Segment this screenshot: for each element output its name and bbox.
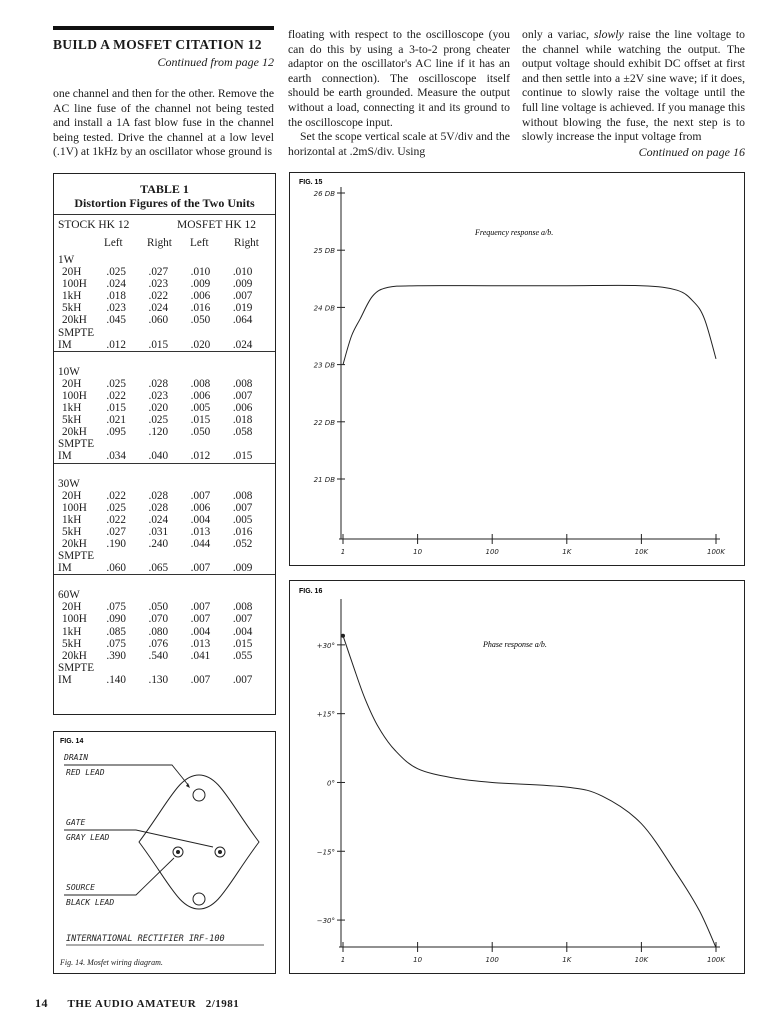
fig14-label: FIG. 14 xyxy=(60,738,84,745)
cell-value: .008 xyxy=(190,377,211,390)
mosfet-wiring-diagram xyxy=(54,732,275,973)
group-separator xyxy=(54,351,275,366)
cell-value: .023 xyxy=(148,389,169,402)
subhead-mosfet-left: Left xyxy=(190,237,209,249)
col3-part-a: only a variac, xyxy=(522,28,594,41)
table-1-box xyxy=(53,173,276,715)
cell-value: .007 xyxy=(190,613,211,626)
cell-value: .018 xyxy=(232,414,253,427)
row-label: IM xyxy=(58,450,72,463)
continued-on: Continued on page 16 xyxy=(638,144,745,159)
mounting-hole-bottom xyxy=(193,893,205,905)
column-2-text xyxy=(288,28,510,159)
headline-rule xyxy=(53,26,274,30)
drain-label: DRAIN xyxy=(64,753,89,762)
cell-value: .022 xyxy=(106,489,126,502)
row-label: IM xyxy=(58,338,72,351)
fig-16-box xyxy=(289,580,745,974)
subhead-stock-left: Left xyxy=(104,237,123,249)
table-row xyxy=(54,514,275,526)
y-tick-label: −30° xyxy=(316,917,335,926)
y-tick-label: 22 DB xyxy=(313,418,335,427)
row-label: 20H xyxy=(62,601,82,614)
col3-part-b: raise the line voltage to the channel while watching the output. The output voltage should exhibit DC offset at first and then settle into a ±2V sine wave; if it does, continue to slowly raise the voltage until the full line voltage is achieved. If you manage this without blowing the fuse, the next step is to slowly increase the input voltage from xyxy=(522,28,746,144)
power-row xyxy=(54,589,275,601)
cell-value: .010 xyxy=(190,266,211,279)
cell-value: .023 xyxy=(148,278,169,291)
cell-value: .015 xyxy=(190,414,211,427)
table-row xyxy=(54,414,275,426)
column-1-text xyxy=(53,87,274,160)
cell-value: .130 xyxy=(148,673,169,686)
cell-value: .095 xyxy=(106,426,126,439)
fig15-title: Frequency response a/b. xyxy=(475,228,554,237)
table-row xyxy=(54,426,275,438)
row-label: 5kH xyxy=(62,637,82,650)
x-tick-label: 1 xyxy=(340,956,346,964)
table-rule xyxy=(54,214,275,215)
smpte-row xyxy=(54,327,275,339)
cell-value: .085 xyxy=(106,625,126,638)
cell-value: .008 xyxy=(232,489,253,502)
table-row xyxy=(54,526,275,538)
x-tick-label: 100K xyxy=(707,548,725,556)
cell-value: .027 xyxy=(106,525,126,538)
cell-value: .140 xyxy=(106,673,126,686)
table-row xyxy=(54,278,275,290)
x-tick-label: 1K xyxy=(562,956,572,964)
table-row xyxy=(54,378,275,390)
row-label: IM xyxy=(58,562,72,575)
fig15-label: FIG. 15 xyxy=(299,179,323,186)
cell-value: .004 xyxy=(190,513,211,526)
power-row xyxy=(54,478,275,490)
part-number-label: INTERNATIONAL RECTIFIER IRF-100 xyxy=(66,934,225,944)
fig14-caption: Fig. 14. Mosfet wiring diagram. xyxy=(60,958,163,967)
cell-value: .015 xyxy=(106,402,126,415)
cell-value: .013 xyxy=(190,637,211,650)
separator-rule xyxy=(54,575,275,590)
group-separator xyxy=(54,575,275,590)
cell-value: .025 xyxy=(148,414,169,427)
x-tick-label: 1K xyxy=(562,548,572,556)
smpte-label: SMPTE xyxy=(58,438,95,451)
group-separator xyxy=(54,463,275,478)
cell-value: .044 xyxy=(190,537,211,550)
cell-value: .540 xyxy=(148,649,169,662)
cell-value: .390 xyxy=(106,649,126,662)
table-row xyxy=(54,613,275,625)
cell-value: .041 xyxy=(190,649,211,662)
smpte-row xyxy=(54,550,275,562)
gate-label: GATE xyxy=(66,818,86,827)
black-lead-label: BLACK LEAD xyxy=(66,898,115,907)
cell-value: .028 xyxy=(148,501,169,514)
mounting-hole-top xyxy=(193,789,205,801)
col2-paragraph-1: floating with respect to the oscilloscope (you can do this by using a 3-to-2 prong cheater adaptor on the oscillator's AC line if it has an earth connection). The oscilloscope itself should be earth grounded. Measure the output without a load, connecting it and its ground to the oscilloscope input. xyxy=(288,28,510,129)
cell-value: .021 xyxy=(106,414,126,427)
cell-value: .015 xyxy=(148,338,169,351)
cell-value: .009 xyxy=(232,562,253,575)
cell-value: .016 xyxy=(190,302,211,315)
cell-value: .020 xyxy=(148,402,169,415)
subhead-mosfet-right: Right xyxy=(234,237,259,249)
x-tick-label: 10 xyxy=(413,548,423,556)
cell-value: .050 xyxy=(190,314,211,327)
table-title: TABLE 1 xyxy=(140,182,189,196)
fig16-series-line xyxy=(343,636,716,948)
cell-value: .007 xyxy=(190,562,211,575)
col3-emphasis: slowly xyxy=(593,28,624,41)
cell-value: .020 xyxy=(190,338,211,351)
smpte-label: SMPTE xyxy=(58,550,95,563)
cell-value: .060 xyxy=(106,562,126,575)
cell-value: .024 xyxy=(232,338,253,351)
subhead-stock-right: Right xyxy=(147,237,172,249)
magazine-name: THE AUDIO AMATEUR xyxy=(67,998,197,1010)
cell-value: .013 xyxy=(190,525,211,538)
row-label: 20kH xyxy=(62,537,87,550)
row-label: 1kH xyxy=(62,290,82,303)
cell-value: .034 xyxy=(106,450,126,463)
column-3-text xyxy=(522,28,745,159)
cell-value: .080 xyxy=(148,625,169,638)
cell-value: .240 xyxy=(148,537,169,550)
x-tick-label: 10 xyxy=(413,956,423,964)
row-label: 5kH xyxy=(62,414,82,427)
im-row xyxy=(54,450,275,463)
fig16-axes xyxy=(317,599,727,964)
cell-value: .024 xyxy=(148,302,169,315)
power-row xyxy=(54,254,275,266)
cell-value: .025 xyxy=(106,377,126,390)
gate-pin-dot xyxy=(176,850,180,854)
cell-value: .007 xyxy=(232,613,253,626)
y-tick-label: 21 DB xyxy=(313,476,335,484)
im-row xyxy=(54,674,275,686)
fig16-title: Phase response a/b. xyxy=(483,640,547,649)
table-row xyxy=(54,402,275,414)
cell-value: .022 xyxy=(106,513,126,526)
cell-value: .008 xyxy=(232,601,253,614)
row-label: 20H xyxy=(62,377,82,390)
cell-value: .007 xyxy=(232,673,253,686)
cell-value: .010 xyxy=(232,266,253,279)
y-tick-label: −15° xyxy=(316,848,335,857)
cell-value: .004 xyxy=(232,625,253,638)
cell-value: .004 xyxy=(190,625,211,638)
separator-rule xyxy=(54,463,275,478)
table-row xyxy=(54,638,275,650)
cell-value: .022 xyxy=(148,290,169,303)
table-row xyxy=(54,601,275,613)
im-row xyxy=(54,339,275,352)
row-label: 5kH xyxy=(62,525,82,538)
cell-value: .012 xyxy=(190,450,211,463)
x-tick-label: 100K xyxy=(707,956,725,964)
y-tick-label: 25 DB xyxy=(313,247,335,256)
row-label: 1kH xyxy=(62,625,82,638)
fig-15-box xyxy=(289,172,745,566)
y-tick-label: 23 DB xyxy=(313,361,335,370)
cell-value: .007 xyxy=(190,601,211,614)
row-label: 1kH xyxy=(62,513,82,526)
x-tick-label: 1 xyxy=(340,548,346,556)
issue-date: 2/1981 xyxy=(205,998,240,1010)
smpte-row xyxy=(54,662,275,674)
cell-value: .024 xyxy=(106,278,126,291)
cell-value: .120 xyxy=(148,426,169,439)
head-mosfet: MOSFET HK 12 xyxy=(177,219,257,231)
power-label: 10W xyxy=(58,365,80,378)
y-tick-label: 0° xyxy=(327,779,335,788)
y-tick-label: +15° xyxy=(316,710,335,719)
gray-lead-label: GRAY LEAD xyxy=(66,833,110,842)
cell-value: .006 xyxy=(190,290,211,303)
cell-value: .019 xyxy=(232,302,253,315)
power-label: 1W xyxy=(58,254,75,266)
cell-value: .009 xyxy=(190,278,211,291)
cell-value: .027 xyxy=(148,266,169,279)
continued-from: Continued from page 12 xyxy=(157,55,274,69)
frequency-response-chart xyxy=(290,173,744,565)
smpte-label: SMPTE xyxy=(58,661,95,674)
row-label: 5kH xyxy=(62,302,82,315)
table-row xyxy=(54,626,275,638)
cell-value: .025 xyxy=(106,266,126,279)
power-row xyxy=(54,366,275,378)
source-pin-dot xyxy=(218,850,222,854)
power-label: 60W xyxy=(58,589,80,602)
cell-value: .007 xyxy=(190,489,211,502)
row-label: 100H xyxy=(62,278,87,291)
cell-value: .090 xyxy=(106,613,126,626)
power-label: 30W xyxy=(58,477,80,490)
table-row xyxy=(54,502,275,514)
table-row xyxy=(54,302,275,314)
fig-14-box xyxy=(53,731,276,974)
cell-value: .076 xyxy=(148,637,169,650)
cell-value: .028 xyxy=(148,377,169,390)
fig15-axes xyxy=(314,187,727,556)
cell-value: .016 xyxy=(232,525,253,538)
cell-value: .052 xyxy=(232,537,253,550)
row-label: IM xyxy=(58,673,72,686)
cell-value: .005 xyxy=(190,402,211,415)
smpte-label: SMPTE xyxy=(58,326,95,339)
row-label: 1kH xyxy=(62,402,82,415)
cell-value: .018 xyxy=(106,290,126,303)
cell-value: .007 xyxy=(232,501,253,514)
cell-value: .015 xyxy=(232,450,253,463)
row-label: 100H xyxy=(62,613,87,626)
cell-value: .065 xyxy=(148,562,169,575)
cell-value: .006 xyxy=(190,389,211,402)
cell-value: .064 xyxy=(232,314,253,327)
fig15-series-line xyxy=(343,285,716,364)
cell-value: .023 xyxy=(106,302,126,315)
cell-value: .058 xyxy=(232,426,253,439)
separator-rule xyxy=(54,351,275,366)
x-tick-label: 10K xyxy=(634,548,649,556)
table-row xyxy=(54,538,275,550)
cell-value: .015 xyxy=(232,637,253,650)
table-row xyxy=(54,390,275,402)
cell-value: .075 xyxy=(106,601,126,614)
row-label: 20kH xyxy=(62,426,87,439)
col2-paragraph-2: Set the scope vertical scale at 5V/div and the horizontal at .2mS/div. Using xyxy=(288,130,510,158)
col3-paragraph xyxy=(522,28,745,145)
im-row xyxy=(54,562,275,575)
cell-value: .045 xyxy=(106,314,126,327)
table-row xyxy=(54,266,275,278)
fig16-label: FIG. 16 xyxy=(299,588,323,595)
cell-value: .006 xyxy=(232,402,253,415)
cell-value: .055 xyxy=(232,649,253,662)
y-tick-label: 24 DB xyxy=(313,304,335,313)
cell-value: .190 xyxy=(106,537,126,550)
table-subtitle: Distortion Figures of the Two Units xyxy=(74,196,255,210)
cell-value: .007 xyxy=(232,389,253,402)
cell-value: .007 xyxy=(232,290,253,303)
table-row xyxy=(54,290,275,302)
page-number: 14 xyxy=(35,996,48,1010)
table-row xyxy=(54,490,275,502)
cell-value: .060 xyxy=(148,314,169,327)
y-tick-label: 26 DB xyxy=(313,190,335,198)
phase-response-chart xyxy=(290,581,744,973)
row-label: 20H xyxy=(62,489,82,502)
cell-value: .024 xyxy=(148,513,169,526)
cell-value: .075 xyxy=(106,637,126,650)
table-row xyxy=(54,314,275,326)
red-lead-label: RED LEAD xyxy=(66,768,105,777)
cell-value: .007 xyxy=(190,673,211,686)
cell-value: .040 xyxy=(148,450,169,463)
cell-value: .050 xyxy=(190,426,211,439)
cell-value: .022 xyxy=(106,389,126,402)
cell-value: .012 xyxy=(106,338,126,351)
distortion-table xyxy=(54,254,275,686)
row-label: 20kH xyxy=(62,314,87,327)
cell-value: .025 xyxy=(106,501,126,514)
x-tick-label: 100 xyxy=(485,548,499,556)
page-footer xyxy=(35,996,239,1011)
row-label: 100H xyxy=(62,389,87,402)
head-stock: STOCK HK 12 xyxy=(58,219,130,231)
cell-value: .028 xyxy=(148,489,169,502)
source-label: SOURCE xyxy=(66,883,95,892)
table-subheads xyxy=(54,237,275,254)
cell-value: .008 xyxy=(232,377,253,390)
x-tick-label: 100 xyxy=(485,956,499,964)
table-row xyxy=(54,650,275,662)
cell-value: .006 xyxy=(190,501,211,514)
row-label: 20H xyxy=(62,266,82,279)
cell-value: .050 xyxy=(148,601,169,614)
col1-paragraph: one channel and then for the other. Remove the AC line fuse of the channel not being tested and install a 1A fast blow fuse in the channel being tested. Drive the channel at a low level (.1V) at 1kHz by an oscillator whose ground is xyxy=(53,87,275,159)
row-label: 100H xyxy=(62,501,87,514)
cell-value: .005 xyxy=(232,513,253,526)
article-headline: BUILD A MOSFET CITATION 12 xyxy=(53,37,262,52)
cell-value: .070 xyxy=(148,613,169,626)
x-tick-label: 10K xyxy=(634,956,649,964)
table-group-heads xyxy=(54,219,275,234)
row-label: 20kH xyxy=(62,649,87,662)
smpte-row xyxy=(54,438,275,450)
y-tick-label: +30° xyxy=(316,641,335,650)
cell-value: .009 xyxy=(232,278,253,291)
cell-value: .031 xyxy=(148,525,169,538)
